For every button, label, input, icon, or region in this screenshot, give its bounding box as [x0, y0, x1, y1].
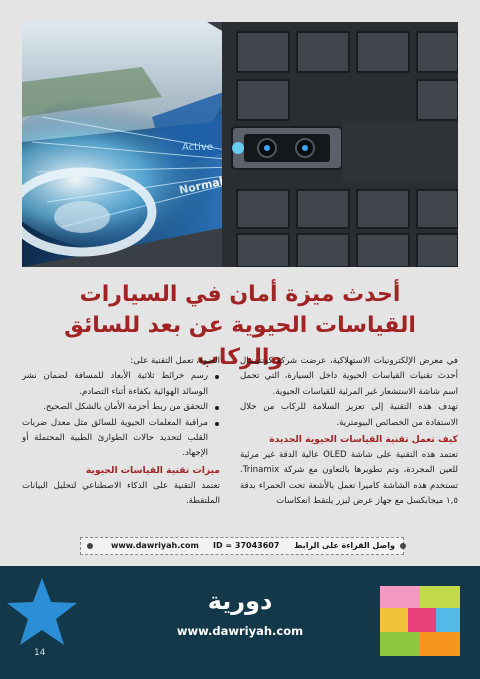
title-line-1: أحدث ميزة أمان في السيارات: [79, 282, 401, 307]
article-id: ID = 37043607: [213, 541, 280, 550]
brand-logo: دورية: [207, 587, 273, 615]
star-icon: [7, 578, 77, 645]
title-line-2: القياسات الحيوية عن بعد للسائق والركاب: [64, 313, 416, 370]
footer: [0, 566, 480, 679]
read-more-url[interactable]: www.dawriyah.com: [111, 541, 199, 550]
read-more-label: واصل القراءة على الرابط: [294, 541, 395, 550]
paragraph-continuation: الضوء، تعمل التقنية على:: [130, 356, 220, 366]
footer-graphics: [0, 566, 480, 679]
page-number: 14: [34, 648, 46, 658]
paragraph-intro: في معرض الإلكترونيات الاستهلاكية، عرضت شركة كونتيننتال أحدث تقنيات القياسات الحيوية داخل السيارة، التي تحمل اسم شاشة الاستشعار غير المرئية للقياسات الحيوية.: [240, 356, 458, 397]
list-item: التحقق من ربط أحزمة الأمان بالشكل الصحيح.: [22, 400, 208, 415]
list-item: رسم خرائط ثلاثية الأبعاد للمسافة لضمان نشر الوسائد الهوائية بكفاءة أثناء التصادم.: [22, 369, 208, 400]
paragraph-goal: تهدف هذه التقنية إلى تعزيز السلامة للركاب من خلال الاستفادة من الخصائص البيومترية.: [240, 402, 458, 428]
list-item: مراقبة المعلمات الحيوية للسائق مثل معدل ضربات القلب لتحديد حالات الطوارئ الطبية المحتملة أو الإجهاد.: [22, 416, 208, 462]
bullet-dot-icon: [400, 543, 406, 549]
footer-website[interactable]: www.dawriyah.com: [176, 624, 304, 638]
column-right: [240, 354, 458, 510]
read-more-bar: [80, 537, 404, 555]
subheading-how-it-works: كيف تعمل تقنية القياسات الحيوية الجديدة: [269, 434, 458, 446]
hero-image: [22, 22, 458, 267]
paragraph-ai: تعتمد التقنية على الذكاء الاصطناعي لتحليل البيانات الملتقطة.: [22, 480, 220, 507]
subheading-features: ميزات تقنية القياسات الحيوية: [85, 464, 220, 476]
article-body: [22, 354, 458, 534]
color-blocks-logo-icon: [380, 586, 460, 656]
paragraph-technology: تعتمد هذه التقنية على شاشة OLED عالية الدقة غير مرئية للعين المجردة، وتم تطويرها بالتعاون مع شركة Trinamix. تستخدم هذه الشاشة كاميرا تعمل بالأشعة تحت الحمراء بدقة ١,٥ ميجابكسل مع جهاز عرض ليزر يلتقط انعكاسات: [240, 450, 458, 507]
car-interior-illustration: [22, 22, 458, 267]
column-left: [22, 354, 220, 510]
feature-list: [22, 369, 220, 461]
bullet-dot-icon: [87, 543, 93, 549]
